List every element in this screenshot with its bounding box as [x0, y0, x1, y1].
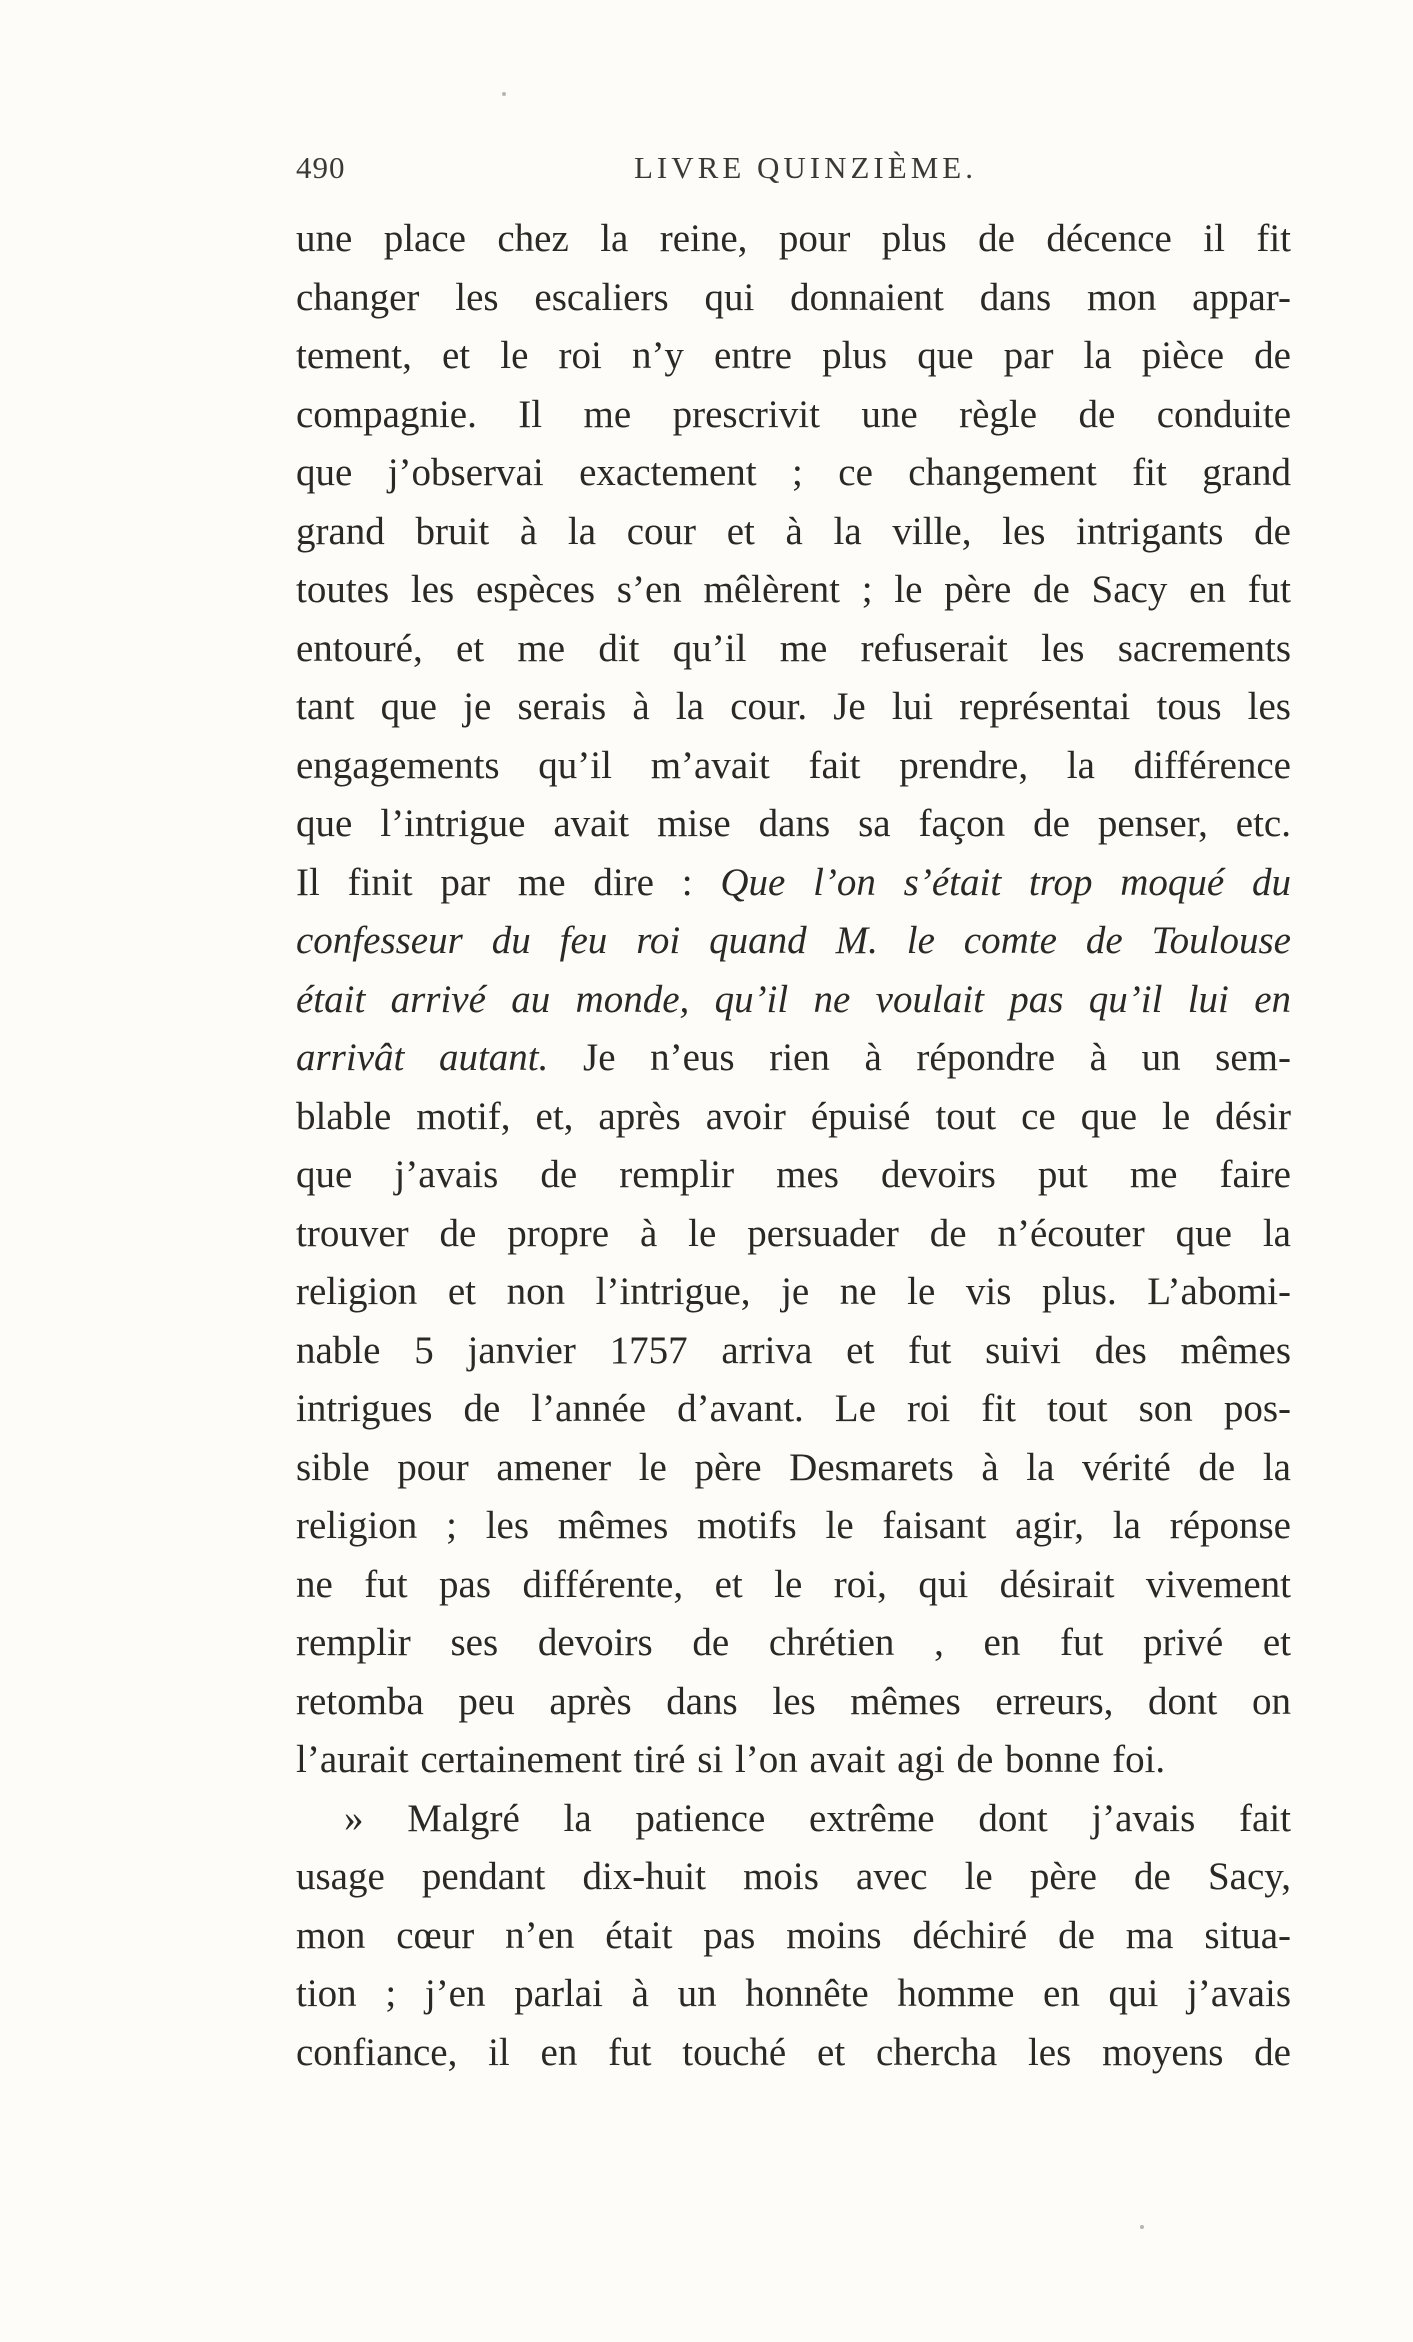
text-line: [296, 678, 1291, 737]
running-title: LIVRE QUINZIÈME.: [634, 150, 977, 185]
text-segment: » Malgré la patience extrême dont j’avais fait: [344, 1796, 1291, 1840]
text-line: [296, 912, 1291, 971]
text-line: [296, 561, 1291, 620]
text-segment: compagnie. Il me prescrivit une règle de conduite: [296, 392, 1291, 436]
text-segment: grand bruit à la cour et à la ville, les intrigants de: [296, 509, 1291, 553]
italic-text: Que l’on s’était trop moqué du: [720, 860, 1291, 904]
text-line: [296, 269, 1291, 328]
text-segment: usage pendant dix-huit mois avec le père de Sacy,: [296, 1855, 1291, 1898]
text-line: [296, 1614, 1291, 1673]
text-line: [296, 1205, 1291, 1264]
italic-text: était arrivé au monde, qu’il ne voulait pas qu’il lui en: [296, 977, 1291, 1021]
text-segment: nable 5 janvier 1757 arriva et fut suivi des mêmes: [296, 1328, 1291, 1372]
text-segment: que l’intrigue avait mise dans sa façon de penser, etc.: [296, 802, 1291, 845]
text-line: [296, 854, 1291, 913]
italic-text: confesseur du feu roi quand M. le comte de Toulouse: [296, 919, 1291, 962]
text-segment: tement, et le roi n’y entre plus que par la pièce de: [296, 334, 1291, 377]
text-segment: changer les escaliers qui donnaient dans mon appar-: [296, 275, 1291, 319]
text-segment: que j’avais de remplir mes devoirs put me faire: [296, 1153, 1291, 1196]
paper-speck: [502, 92, 506, 96]
text-line: [296, 210, 1291, 269]
text-line: [296, 503, 1291, 562]
text-line: [296, 1497, 1291, 1556]
text-segment: religion ; les mêmes motifs le faisant agir, la réponse: [296, 1504, 1291, 1547]
text-line: [296, 1322, 1291, 1381]
text-line: [296, 1556, 1291, 1615]
text-segment: blable motif, et, après avoir épuisé tout ce que le désir: [296, 1094, 1291, 1138]
text-segment: une place chez la reine, pour plus de décence il fit: [296, 217, 1291, 260]
text-segment: Il finit par me dire :: [296, 860, 721, 904]
text-segment: l’aurait certainement tiré si l’on avait agi de bonne foi.: [296, 1738, 1166, 1781]
text-line: [296, 795, 1291, 854]
text-segment: Je n’eus rien à répondre à un sem-: [548, 1036, 1291, 1079]
text-line: [296, 1790, 1291, 1849]
text-segment: tant que je serais à la cour. Je lui représentai tous les: [296, 685, 1291, 728]
text-segment: remplir ses devoirs de chrétien , en fut privé et: [296, 1621, 1291, 1664]
text-segment: ne fut pas différente, et le roi, qui désirait vivement: [296, 1562, 1291, 1606]
text-segment: confiance, il en fut touché et chercha les moyens de: [296, 2030, 1291, 2074]
text-segment: mon cœur n’en était pas moins déchiré de ma situa-: [296, 1913, 1291, 1957]
text-line: [296, 1907, 1291, 1966]
text-segment: que j’observai exactement ; ce changement fit grand: [296, 451, 1291, 494]
text-segment: engagements qu’il m’avait fait prendre, la différence: [296, 743, 1291, 787]
text-line: [296, 327, 1291, 386]
text-line: [296, 737, 1291, 796]
page-header: [296, 150, 1291, 190]
text-line: [296, 1263, 1291, 1322]
text-line: [296, 1731, 1291, 1790]
text-line: [296, 2024, 1291, 2083]
italic-text: arrivât autant.: [296, 1036, 549, 1079]
text-line: [296, 1380, 1291, 1439]
text-segment: entouré, et me dit qu’il me refuserait les sacrements: [296, 626, 1291, 670]
text-line: [296, 971, 1291, 1030]
text-line: [296, 1848, 1291, 1907]
text-segment: religion et non l’intrigue, je ne le vis plus. L’abomi-: [296, 1270, 1291, 1313]
text-line: [296, 1439, 1291, 1498]
text-segment: trouver de propre à le persuader de n’écouter que la: [296, 1211, 1291, 1255]
paper-speck: [1140, 2225, 1144, 2229]
page-number: 490: [296, 150, 346, 185]
text-line: [296, 1965, 1291, 2024]
text-line: [296, 386, 1291, 445]
text-segment: sible pour amener le père Desmarets à la vérité de la: [296, 1445, 1291, 1489]
text-line: [296, 444, 1291, 503]
text-line: [296, 1673, 1291, 1732]
text-line: [296, 1029, 1291, 1088]
text-line: [296, 1146, 1291, 1205]
text-segment: intrigues de l’année d’avant. Le roi fit tout son pos-: [296, 1387, 1291, 1430]
text-segment: retomba peu après dans les mêmes erreurs, dont on: [296, 1679, 1291, 1723]
body-text: [296, 210, 1291, 2082]
text-segment: toutes les espèces s’en mêlèrent ; le père de Sacy en fut: [296, 568, 1291, 611]
text-line: [296, 1088, 1291, 1147]
text-line: [296, 620, 1291, 679]
text-segment: tion ; j’en parlai à un honnête homme en qui j’avais: [296, 1972, 1291, 2015]
